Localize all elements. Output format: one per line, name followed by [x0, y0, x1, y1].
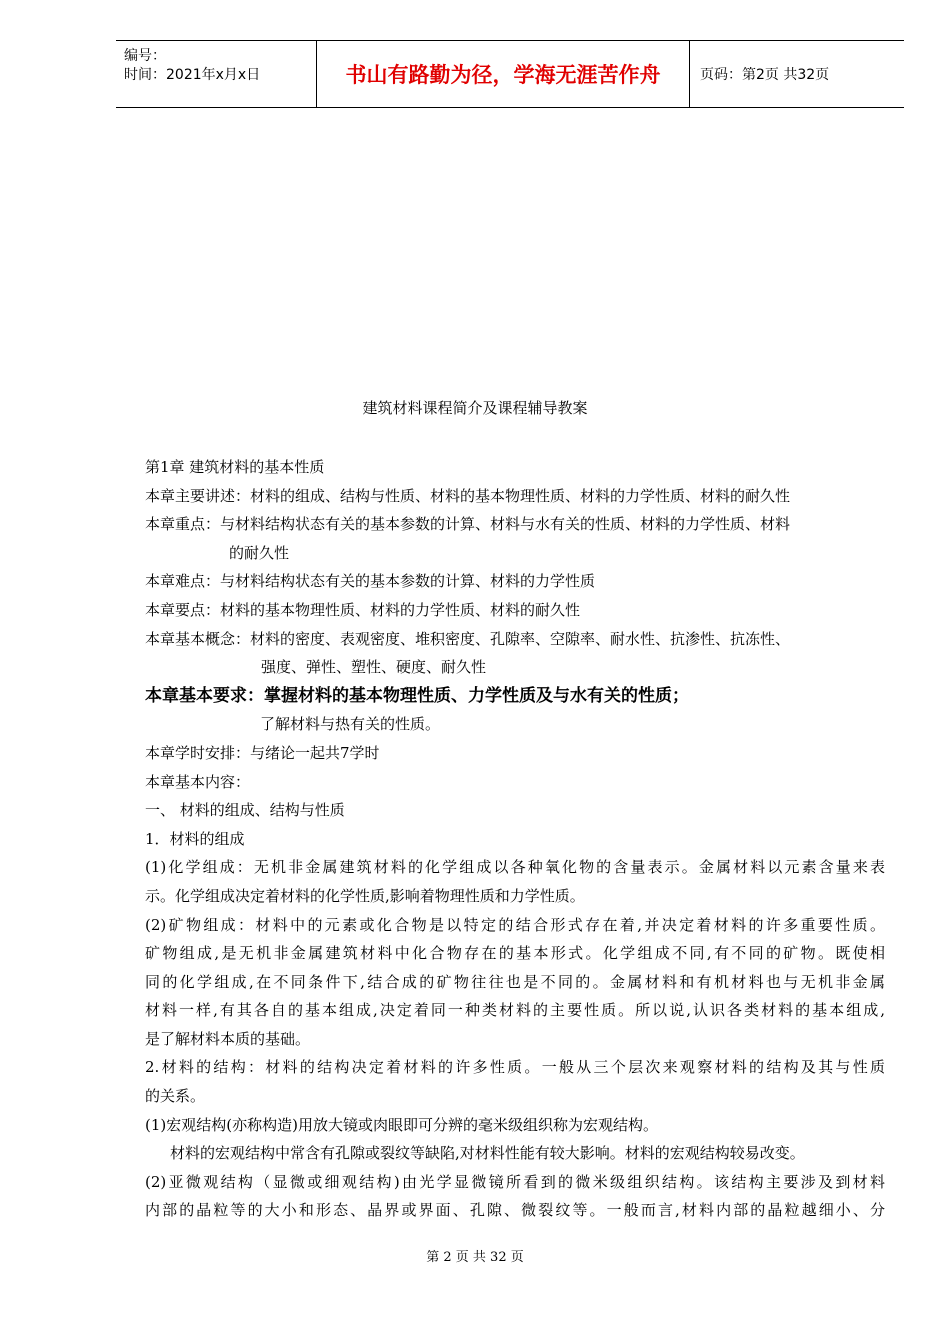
body-line: 材料一样,有其各自的基本组成,决定着同一种类材料的主要性质。所以说,认识各类材料的基本组成, [145, 1001, 885, 1020]
header-page-cell [690, 41, 904, 107]
body-line: 本章要点：材料的基本物理性质、材料的力学性质、材料的耐久性 [145, 600, 581, 619]
body-line: 本章基本内容： [145, 772, 251, 791]
section-heading: 一、 材料的组成、结构与性质 [145, 801, 345, 820]
body-line: (1)宏观结构(亦称构造)用放大镜或肉眼即可分辨的毫米级组织称为宏观结构。 [145, 1115, 658, 1134]
body-line: (1)化学组成：无机非金属建筑材料的化学组成以各种氧化物的含量表示。金属材料以元素含量来表 [145, 858, 885, 877]
header-meta [116, 41, 316, 107]
motto-text: 书山有路勤为径，学海无涯苦作舟 [345, 63, 661, 87]
body-line: 同的化学组成,在不同条件下,结合成的矿物往往也是不同的。金属材料和有机材料也与无机非金属 [145, 972, 885, 991]
body-line: 是了解材料本质的基础。 [145, 1029, 311, 1048]
body-line: 的耐久性 [229, 543, 290, 562]
body-line: 本章学时安排：与绪论一起共7学时 [145, 743, 380, 762]
body-line: 内部的晶粒等的大小和形态、晶界或界面、孔隙、微裂纹等。一般而言,材料内部的晶粒越细小、分 [145, 1201, 885, 1220]
body-line: (2)矿物组成：材料中的元素或化合物是以特定的结合形式存在着,并决定着材料的许多重要性质。 [145, 915, 885, 934]
body-line: 了解材料与热有关的性质。 [260, 715, 441, 734]
time-label: 时间：2021年x月x日 [124, 67, 261, 83]
page-label: 页码：第2页 共32页 [700, 67, 830, 83]
number-label: 编号： [124, 48, 166, 64]
header-motto-cell [316, 41, 690, 107]
body-line: 材料的宏观结构中常含有孔隙或裂纹等缺陷,对材料性能有较大影响。材料的宏观结构较易改变。 [170, 1144, 805, 1163]
body-line: 强度、弹性、塑性、硬度、耐久性 [261, 658, 487, 677]
body-line: 本章重点：与材料结构状态有关的基本参数的计算、材料与水有关的性质、材料的力学性质、材料 [145, 515, 791, 534]
requirements-line: 本章基本要求：掌握材料的基本物理性质、力学性质及与水有关的性质； [145, 685, 689, 706]
chapter-heading: 第1章 建筑材料的基本性质 [145, 458, 325, 476]
body-line: 矿物组成,是无机非金属建筑材料中化合物存在的基本形式。化学组成不同,有不同的矿物。既使相 [145, 944, 885, 963]
document-title: 建筑材料课程简介及课程辅导教案 [362, 399, 588, 417]
body-line: 2.材料的结构：材料的结构决定着材料的许多性质。一般从三个层次来观察材料的结构及其与性质 [145, 1058, 885, 1077]
page-header [116, 40, 904, 108]
body-line: 的关系。 [145, 1087, 206, 1106]
body-line: (2)亚微观结构（显微或细观结构)由光学显微镜所看到的微米级组织结构。该结构主要涉及到材料 [145, 1172, 885, 1191]
document-body [145, 453, 885, 1225]
body-line: 本章主要讲述：材料的组成、结构与性质、材料的基本物理性质、材料的力学性质、材料的耐久性 [145, 486, 791, 505]
page-footer: 第 2 页 共 32 页 [426, 1250, 524, 1265]
body-line: 本章难点：与材料结构状态有关的基本参数的计算、材料的力学性质 [145, 572, 596, 591]
body-line: 本章基本概念：材料的密度、表观密度、堆积密度、孔隙率、空隙率、耐水性、抗渗性、抗冻性、 [145, 629, 791, 648]
body-line: 示。化学组成决定着材料的化学性质,影响着物理性质和力学性质。 [145, 886, 585, 905]
subsection-heading: 1．材料的组成 [145, 829, 245, 848]
